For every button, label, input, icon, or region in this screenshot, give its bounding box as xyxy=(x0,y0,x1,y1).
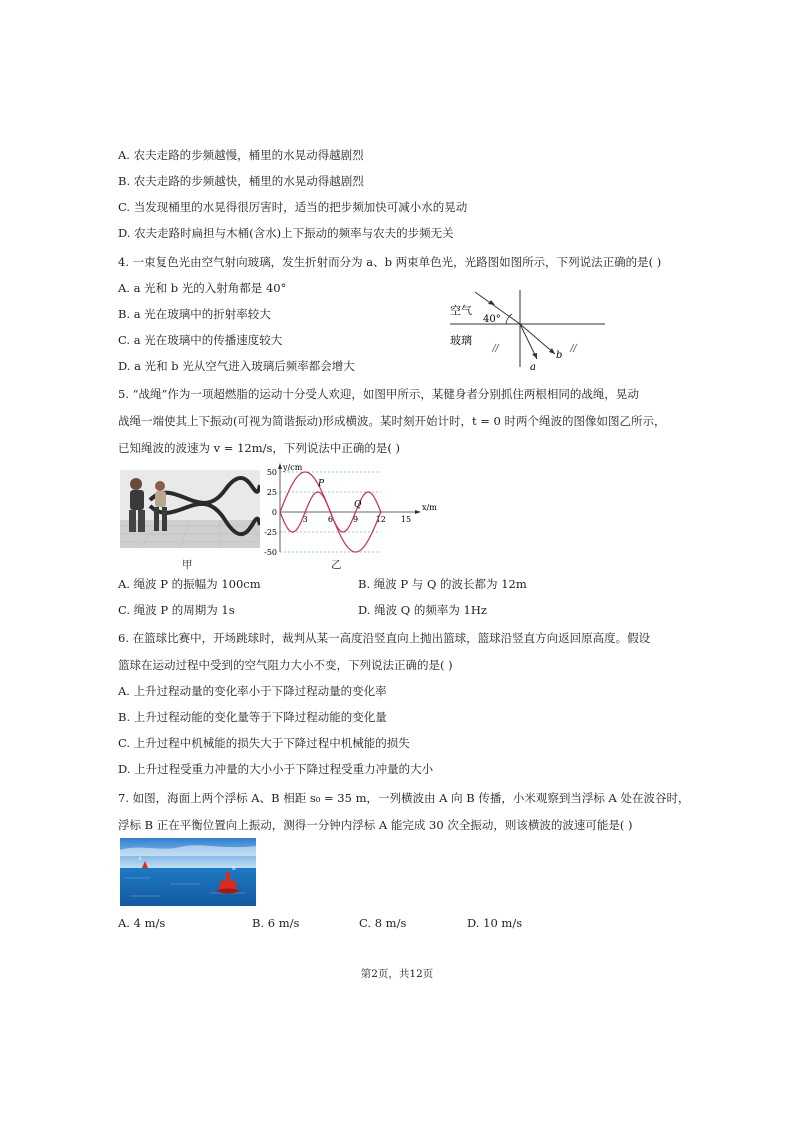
x-tick-label: 12 xyxy=(375,515,386,524)
q4-option-c: C. a 光在玻璃中的传播速度较大 xyxy=(118,333,283,347)
refraction-diagram xyxy=(440,282,615,374)
q7-stem-line1: 7. 如图，海面上两个浮标 A、B 相距 s₀ = 35 m，一列横波由 A 向 B 传播，小米观察到当浮标 A 处在波谷时， xyxy=(118,791,690,805)
angle-arc xyxy=(506,314,512,324)
ray-b-label: b xyxy=(556,350,563,361)
q7-option-a: A. 4 m/s xyxy=(118,916,166,930)
battle-rope-photo xyxy=(120,470,260,548)
wave-q-label: Q xyxy=(354,500,362,510)
y-tick-label: 0 xyxy=(271,508,277,517)
q6-option-c: C. 上升过程中机械能的损失大于下降过程中机械能的损失 xyxy=(118,736,410,750)
air-label: 空气 xyxy=(450,304,472,317)
glass-label: 玻璃 xyxy=(450,334,472,347)
fig-yi-caption: 乙 xyxy=(331,559,342,571)
q7-stem-line2: 浮标 B 正在平衡位置向上振动，测得一分钟内浮标 A 能完成 30 次全振动，则该横波的波速可能是( ) xyxy=(118,818,633,832)
buoy-b-label: B xyxy=(232,866,236,872)
q3-option-b: B. 农夫走路的步频越快，桶里的水晃动得越剧烈 xyxy=(118,174,364,188)
q5-stem-line2: 战绳一端使其上下振动(可视为简谐振动)形成横波。某时刻开始计时，t = 0 时两个绳波的图像如图乙所示， xyxy=(118,414,666,428)
wave-chart xyxy=(258,460,448,556)
y-tick-label: -25 xyxy=(264,528,277,537)
q7-option-d: D. 10 m/s xyxy=(467,916,523,930)
fig-jia-caption: 甲 xyxy=(182,559,193,571)
x-tick-label: 9 xyxy=(353,515,359,524)
q6-stem-line2: 篮球在运动过程中受到的空气阻力大小不变，下列说法正确的是( ) xyxy=(118,658,453,672)
x-axis-arrow xyxy=(415,510,421,514)
angle-label: 40° xyxy=(483,314,501,325)
sea-buoys-photo xyxy=(120,838,256,906)
x-tick-label: 15 xyxy=(400,515,412,524)
q5-stem-line1: 5. “战绳”作为一项超燃脂的运动十分受人欢迎，如图甲所示，某健身者分别抓住两根相同的战绳，晃动 xyxy=(118,387,639,401)
buoy-a-label: A xyxy=(138,856,142,862)
q5-option-b: B. 绳波 P 与 Q 的波长都为 12m xyxy=(358,577,527,591)
q6-stem-line1: 6. 在篮球比赛中，开场跳球时，裁判从某一高度沿竖直向上抛出篮球，篮球沿竖直方向返回原高度。假设 xyxy=(118,631,651,645)
wave-p-label: P xyxy=(318,479,325,489)
q3-option-c: C. 当发现桶里的水晃得很厉害时，适当的把步频加快可减小水的晃动 xyxy=(118,200,468,214)
y-tick-label: 25 xyxy=(266,488,277,497)
page-footer: 第2页，共12页 xyxy=(360,968,434,980)
hatch-marks xyxy=(492,344,577,352)
q3-option-d: D. 农夫走路时扁担与木桶(含水)上下振动的频率与农夫的步频无关 xyxy=(118,226,454,240)
q7-option-c: C. 8 m/s xyxy=(359,916,407,930)
q4-option-b: B. a 光在玻璃中的折射率较大 xyxy=(118,307,271,321)
q4-option-d: D. a 光和 b 光从空气进入玻璃后频率都会增大 xyxy=(118,359,355,373)
ray-a-label: a xyxy=(530,362,536,373)
q6-option-b: B. 上升过程动能的变化量等于下降过程动能的变化量 xyxy=(118,710,387,724)
ray-b-line xyxy=(520,324,555,354)
q6-option-d: D. 上升过程受重力冲量的大小小于下降过程受重力冲量的大小 xyxy=(118,762,434,776)
q4-option-a: A. a 光和 b 光的入射角都是 40° xyxy=(118,281,287,295)
q5-option-d: D. 绳波 Q 的频率为 1Hz xyxy=(358,603,487,617)
q6-option-a: A. 上升过程动量的变化率小于下降过程动量的变化率 xyxy=(118,684,387,698)
q5-option-c: C. 绳波 P 的周期为 1s xyxy=(118,603,235,617)
y-tick-label: 50 xyxy=(266,468,277,477)
q5-option-a: A. 绳波 P 的振幅为 100cm xyxy=(118,577,261,591)
q5-stem-line3: 已知绳波的波速为 v = 12m/s，下列说法中正确的是( ) xyxy=(118,441,401,455)
q4-stem: 4. 一束复色光由空气射向玻璃，发生折射而分为 a、b 两束单色光，光路图如图所示，下列说法正确的是( ) xyxy=(118,255,662,269)
q7-option-b: B. 6 m/s xyxy=(252,916,300,930)
y-tick-label: -50 xyxy=(264,548,277,556)
y-axis-arrow xyxy=(278,463,282,469)
y-axis-label: y/cm xyxy=(283,463,303,472)
q3-option-a: A. 农夫走路的步频越慢，桶里的水晃动得越剧烈 xyxy=(118,148,364,162)
x-tick-label: 3 xyxy=(302,515,308,524)
ray-a-arrow xyxy=(532,353,537,359)
ray-b-arrow xyxy=(549,348,555,354)
x-tick-label: 6 xyxy=(327,515,333,524)
x-axis-label: x/m xyxy=(422,503,437,512)
